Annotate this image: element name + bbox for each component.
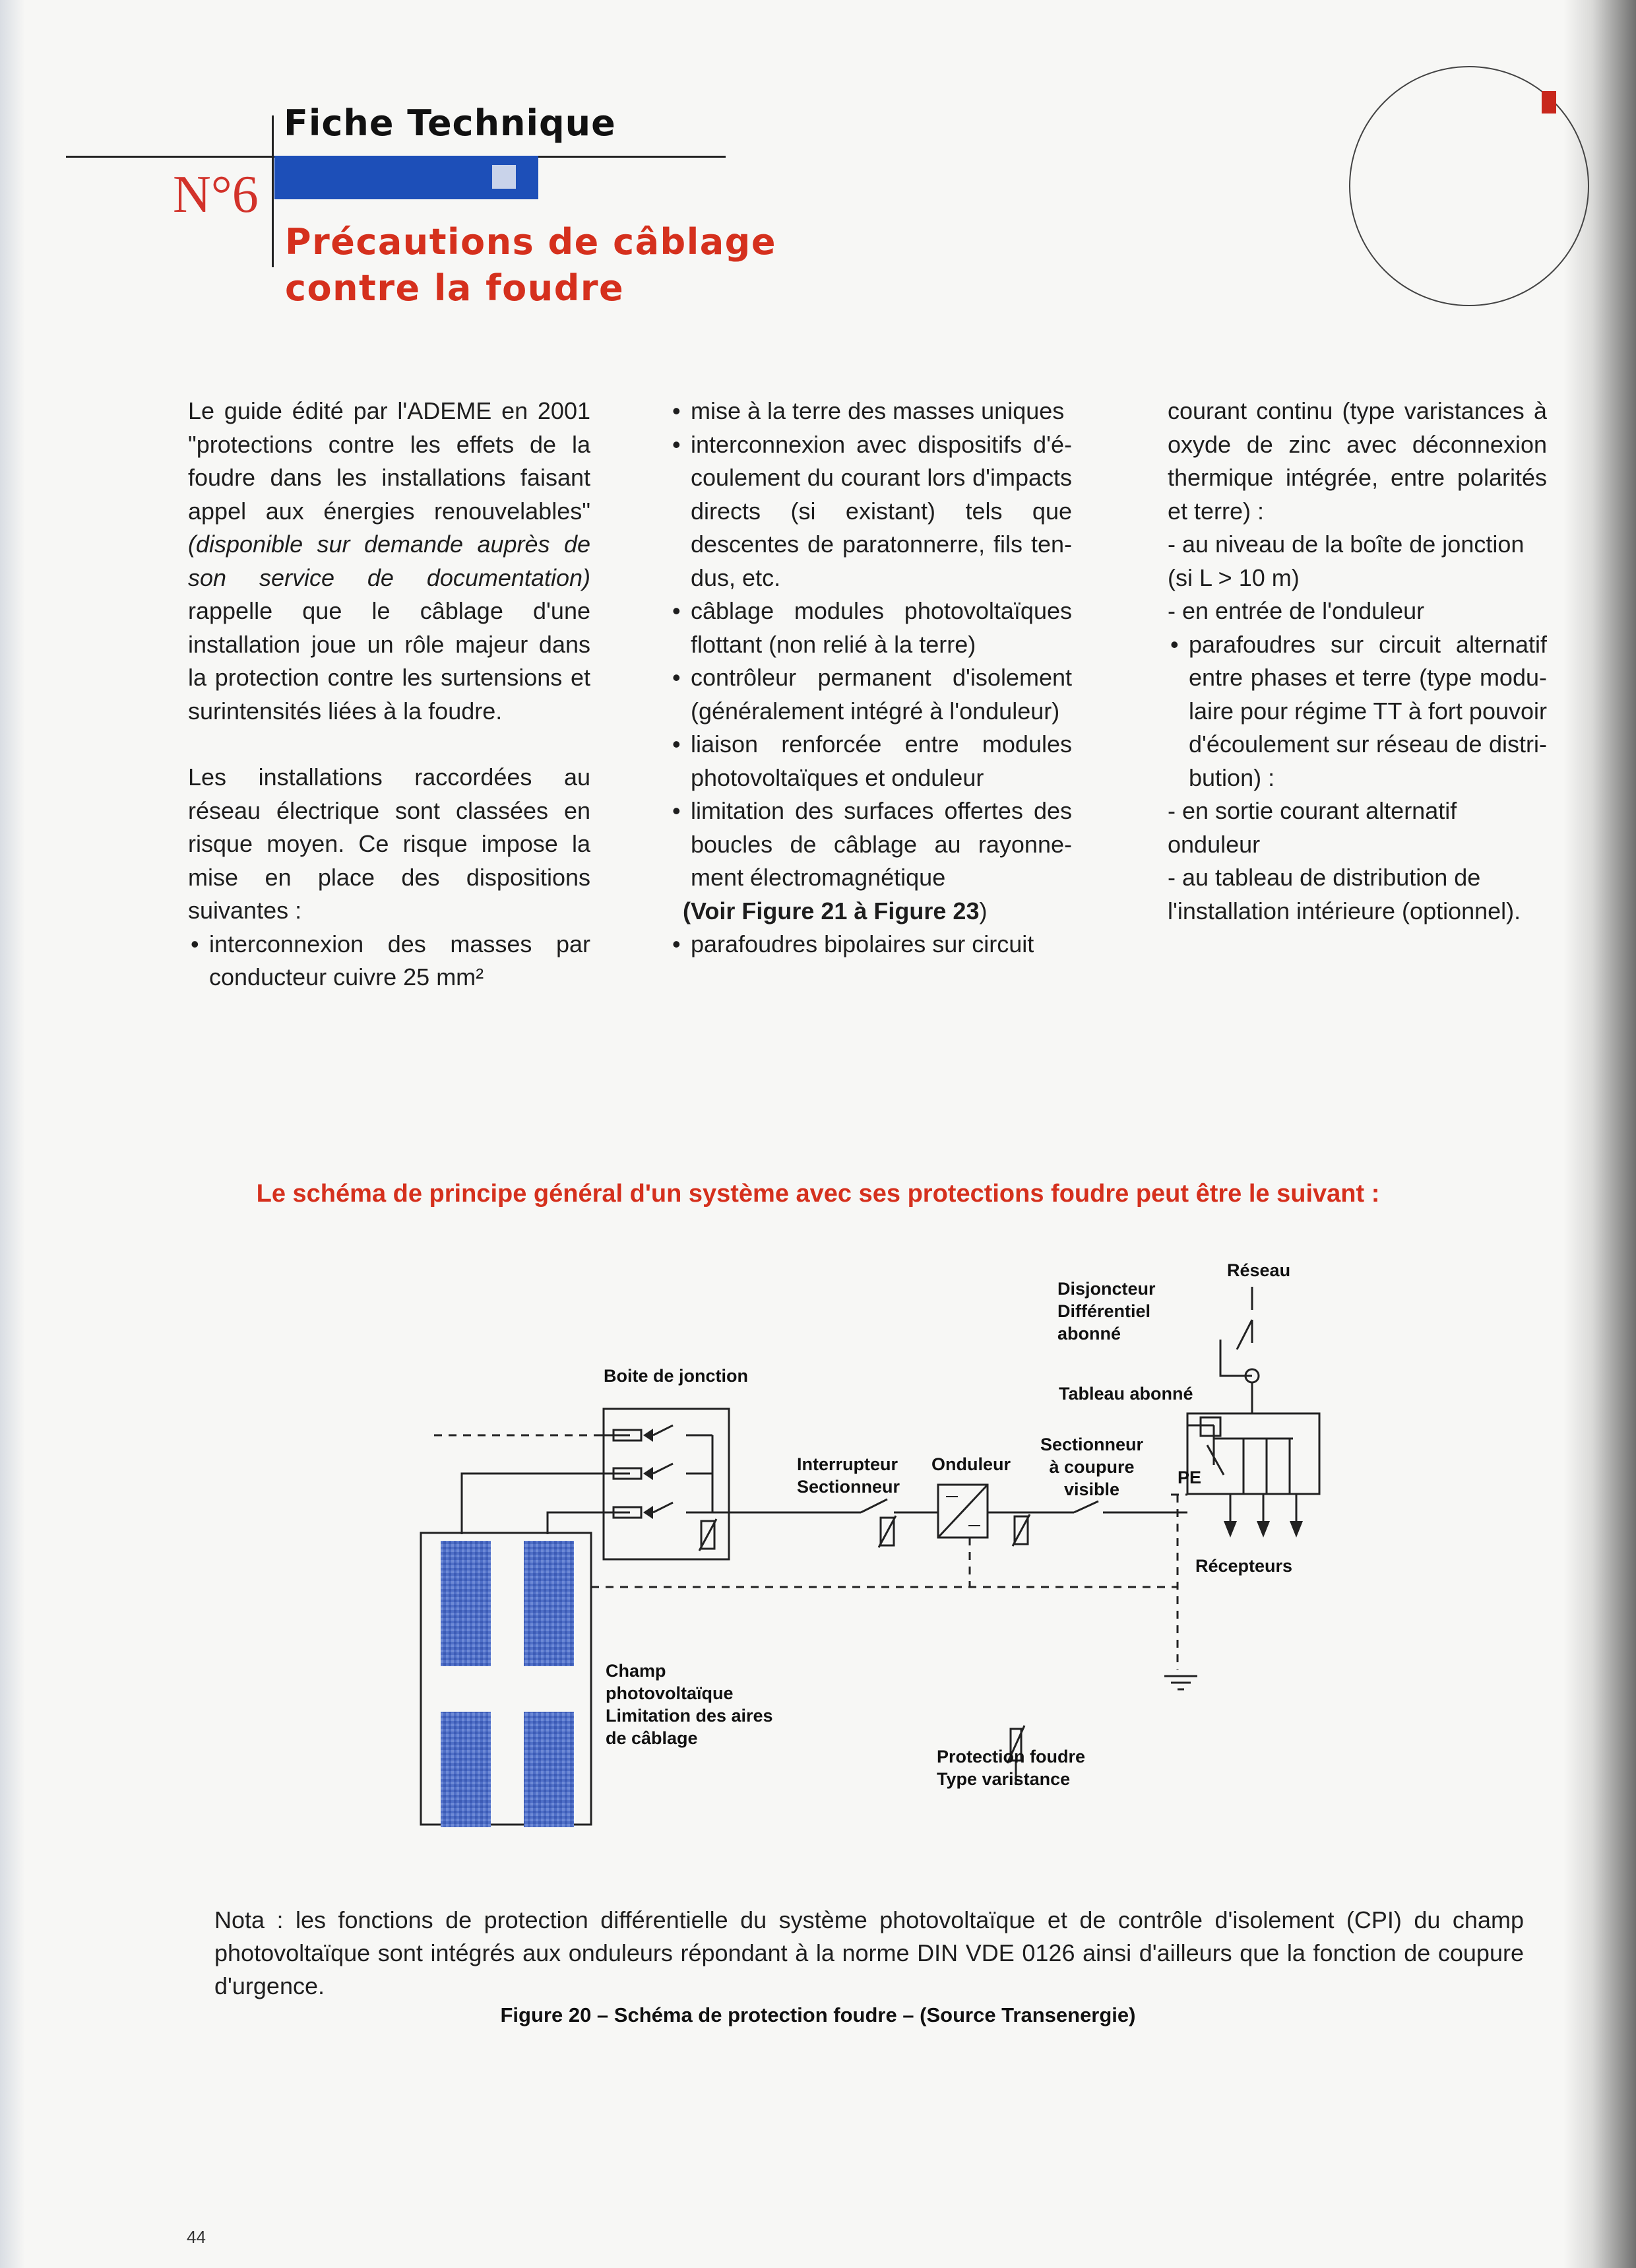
list-item: • câblage modules photovoltaïques flottant (non relié à la terre): [670, 595, 1072, 661]
list-item: • interconnexion avec dispositifs d'écoulement du courant lors d'impacts directs (si existant) tels que descentes de paratonnerre, fils tendus, etc.: [670, 428, 1072, 595]
sub-item: - en entrée de l'onduleur: [1168, 597, 1425, 624]
list-item: • mise à la terre des masses uniques: [670, 395, 1072, 428]
pv-module: [524, 1712, 574, 1827]
label-protection: Protection foudre Type varistance: [937, 1747, 1086, 1789]
sub-item: - au niveau de la boîte de jonction (si L > 10 m): [1168, 531, 1525, 591]
label-pe: PE: [1178, 1468, 1202, 1487]
sub-item: - en sortie courant alternatif onduleur: [1168, 797, 1457, 858]
label-champ: Champ photovoltaïque Limitation des aires de câblage: [606, 1661, 773, 1748]
label-tableau: Tableau abonné: [1059, 1384, 1193, 1404]
label-disjoncteur: Disjoncteur Différentiel abonné: [1057, 1279, 1156, 1344]
list-item: • parafoudres bipolaires sur circuit: [670, 928, 1072, 961]
label-recepteurs: Récepteurs: [1195, 1556, 1293, 1576]
list-item: • parafoudres sur circuit alternatif entre phases et terre (type modulaire pour régime TT à fort pouvoir d'écoulement sur réseau de distribution) :: [1168, 628, 1547, 795]
sub-item: - au tableau de distribution de l'installation intérieure (optionnel).: [1168, 864, 1521, 924]
list-item: • liaison renforcée entre modules photovoltaïques et onduleur: [670, 728, 1072, 794]
figure-caption: Figure 20 – Schéma de protection foudre – (Source Transenergie): [500, 2003, 1136, 2026]
page-title-line2: contre la foudre: [285, 267, 625, 309]
nota-paragraph: Nota : les fonctions de protection différentielle du système photovoltaïque et de contrôle d'isolement (CPI) du champ photovoltaïque sont intégrés aux onduleurs répondant à la norme DIN VDE 0126 ainsi d'ailleurs que la fonction de coupure d'urgence.: [214, 1906, 1524, 1999]
list-item: • interconnexion des masses par conducteur cuivre 25 mm²: [188, 928, 590, 994]
diagram-lead-in: Le schéma de principe général d'un système avec ses protections foudre peut être le suivant :: [256, 1180, 1380, 1208]
list-item: • limitation des surfaces offertes des boucles de câblage au rayonnement électromagnétique: [670, 794, 1072, 895]
label-reseau: Réseau: [1227, 1260, 1291, 1280]
junction-box: [604, 1409, 729, 1559]
risk-paragraph: Les installations raccordées au réseau électrique sont classées en risque moyen. Ce risque impose la mise en place des dispositions suivantes :: [188, 763, 590, 924]
section-kicker: Fiche Technique: [284, 102, 616, 144]
label-boite: Boite de jonction: [604, 1366, 748, 1386]
page-title-line1: Précautions de câblage: [285, 221, 776, 263]
label-onduleur: Onduleur: [931, 1454, 1011, 1474]
dc-continuation: courant continu (type varistances à oxyde de zinc avec déconnexion thermique intégrée, entre polarités et terre) :: [1168, 397, 1547, 525]
label-interrupteur: Interrupteur Sectionneur: [797, 1454, 900, 1497]
page-number: 44: [187, 2227, 206, 2247]
pv-module: [524, 1541, 574, 1666]
pv-module: [441, 1541, 491, 1666]
figure-reference: (Voir Figure 21 à Figure 23): [683, 897, 988, 924]
intro-paragraph: Le guide édité par l'ADEME en 2001 "protections contre les effets de la foudre dans les installations faisant appel aux énergies renouvelables" (disponible sur demande auprès de son service de documentation) rappelle que le câblage d'une installation joue un rôle majeur dans la protection contre les surtensions et surintensités liées à la foudre.: [188, 397, 590, 725]
label-sectionneur: Sectionneur à coupure visible: [1040, 1435, 1144, 1499]
pv-module: [441, 1712, 491, 1827]
sheet-number: N°6: [173, 166, 259, 224]
list-item: • contrôleur permanent d'isolement (généralement intégré à l'onduleur): [670, 661, 1072, 728]
